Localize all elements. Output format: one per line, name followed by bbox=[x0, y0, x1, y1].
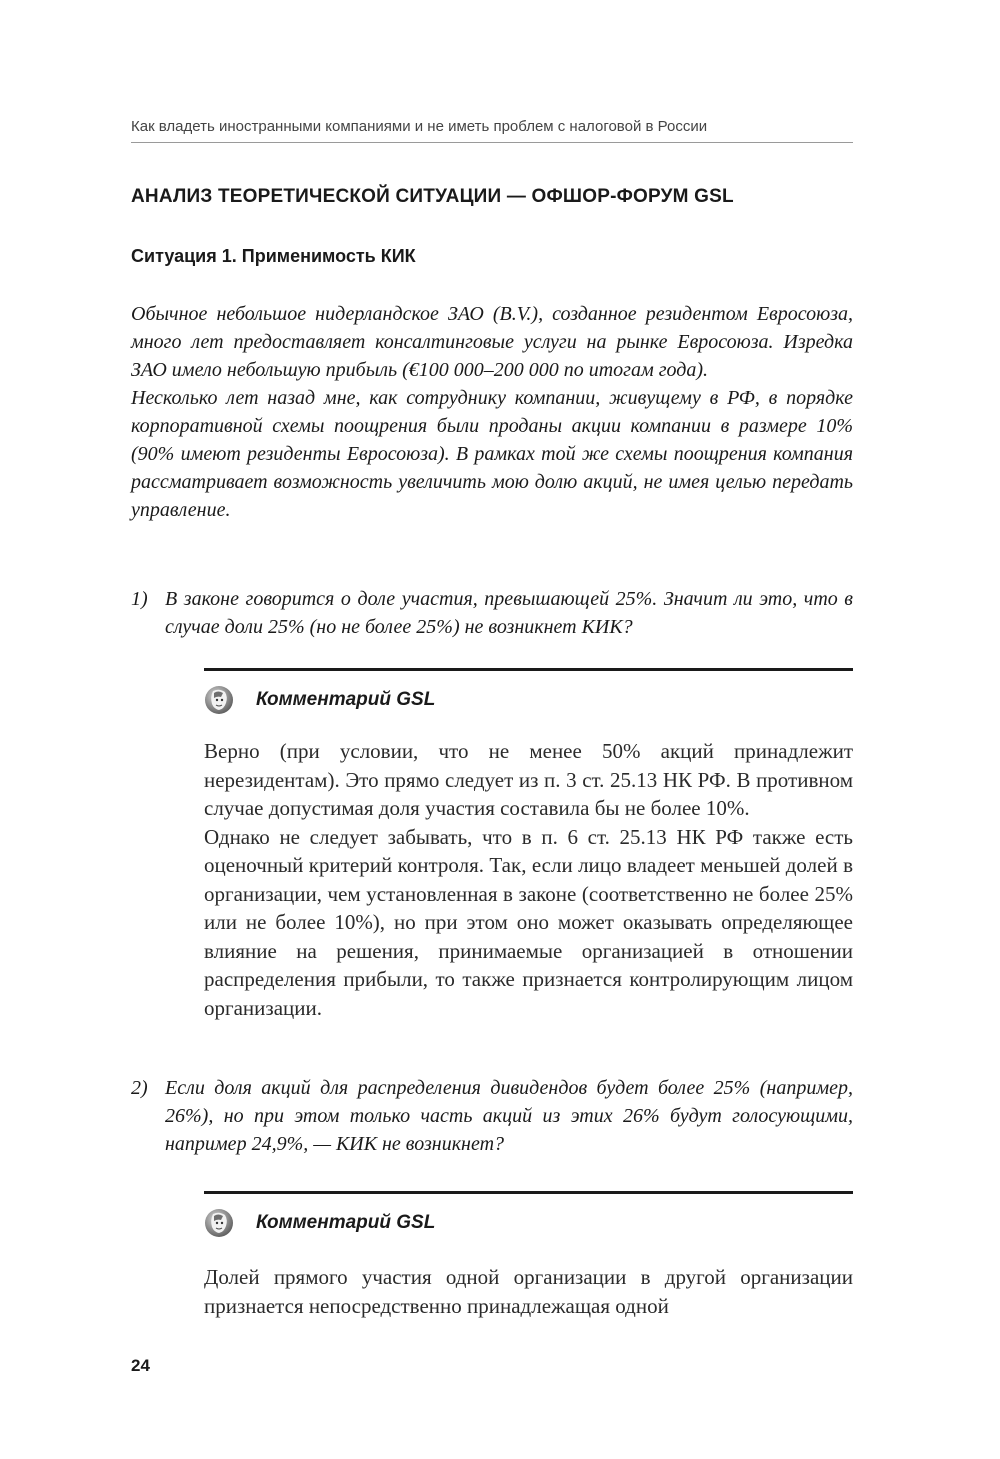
header-divider bbox=[131, 142, 853, 143]
section-title: АНАЛИЗ ТЕОРЕТИЧЕСКОЙ СИТУАЦИИ — ОФШОР-ФОРУМ GSL bbox=[131, 186, 734, 207]
comment-body bbox=[204, 1263, 853, 1320]
subsection-title: Ситуация 1. Применимость КИК bbox=[131, 246, 416, 266]
question-text: Если доля акций для распределения дивидендов будет более 25% (например, 26%), но при этом только часть акций из этих 26% будут голосующими, например 24,9%, — КИК не возникнет? bbox=[165, 1077, 853, 1155]
comment-divider bbox=[204, 668, 853, 671]
comment-paragraph: Верно (при условии, что не менее 50% акций принадлежит нерезидентам). Это прямо следует из п. 3 ст. 25.13 НК РФ. В противном случае допустимая доля участия составила бы не более 10%. bbox=[204, 739, 853, 820]
comment-body bbox=[204, 737, 853, 1022]
comment-header bbox=[204, 1206, 435, 1240]
comment-paragraph: Однако не следует забывать, что в п. 6 ст. 25.13 НК РФ также есть оценочный критерий контроля. Так, если лицо владеет меньшей долей в организации, чем установленная в законе (соответственно не более 25% или не более 10%), но при этом оно может оказывать определяющее влияние на решения, принимаемые организацией в отношении распределения прибыли, то также признается контролирующим лицом организации. bbox=[204, 824, 853, 1020]
situation-description bbox=[131, 300, 853, 524]
comment-paragraph: Долей прямого участия одной организации в другой организации признается непосредственно принадлежащая одной bbox=[204, 1265, 853, 1318]
gsl-avatar-icon bbox=[204, 1208, 234, 1238]
comment-divider bbox=[204, 1191, 853, 1194]
comment-label: Комментарий GSL bbox=[256, 689, 436, 710]
comment-header bbox=[204, 683, 435, 717]
question-1 bbox=[131, 585, 853, 641]
intro-paragraph: Несколько лет назад мне, как сотруднику компании, живущему в РФ, в порядке корпоративной схемы поощрения были проданы акции компании в размере 10% (90% имеют резиденты Евросоюза). В рамках той же схемы поощрения компания рассматривает возможность увеличить мою долю акций, не имея целью передать управление. bbox=[131, 387, 853, 521]
gsl-avatar-icon bbox=[204, 685, 234, 715]
question-2 bbox=[131, 1074, 853, 1158]
question-number: 2) bbox=[131, 1077, 148, 1099]
running-header: Как владеть иностранными компаниями и не иметь проблем с налоговой в России bbox=[131, 118, 708, 135]
page-number: 24 bbox=[131, 1356, 150, 1375]
comment-label: Комментарий GSL bbox=[256, 1212, 436, 1233]
question-text: В законе говорится о доле участия, превышающей 25%. Значит ли это, что в случае доли 25% (но не более 25%) не возникнет КИК? bbox=[165, 588, 853, 638]
intro-paragraph: Обычное небольшое нидерландское ЗАО (B.V.), созданное резидентом Евросоюза, много лет предоставляет консалтинговые услуги на рынке Евросоюза. Изредка ЗАО имело небольшую прибыль (€100 000–200 000 по итогам года). bbox=[131, 303, 853, 381]
question-number: 1) bbox=[131, 588, 148, 610]
